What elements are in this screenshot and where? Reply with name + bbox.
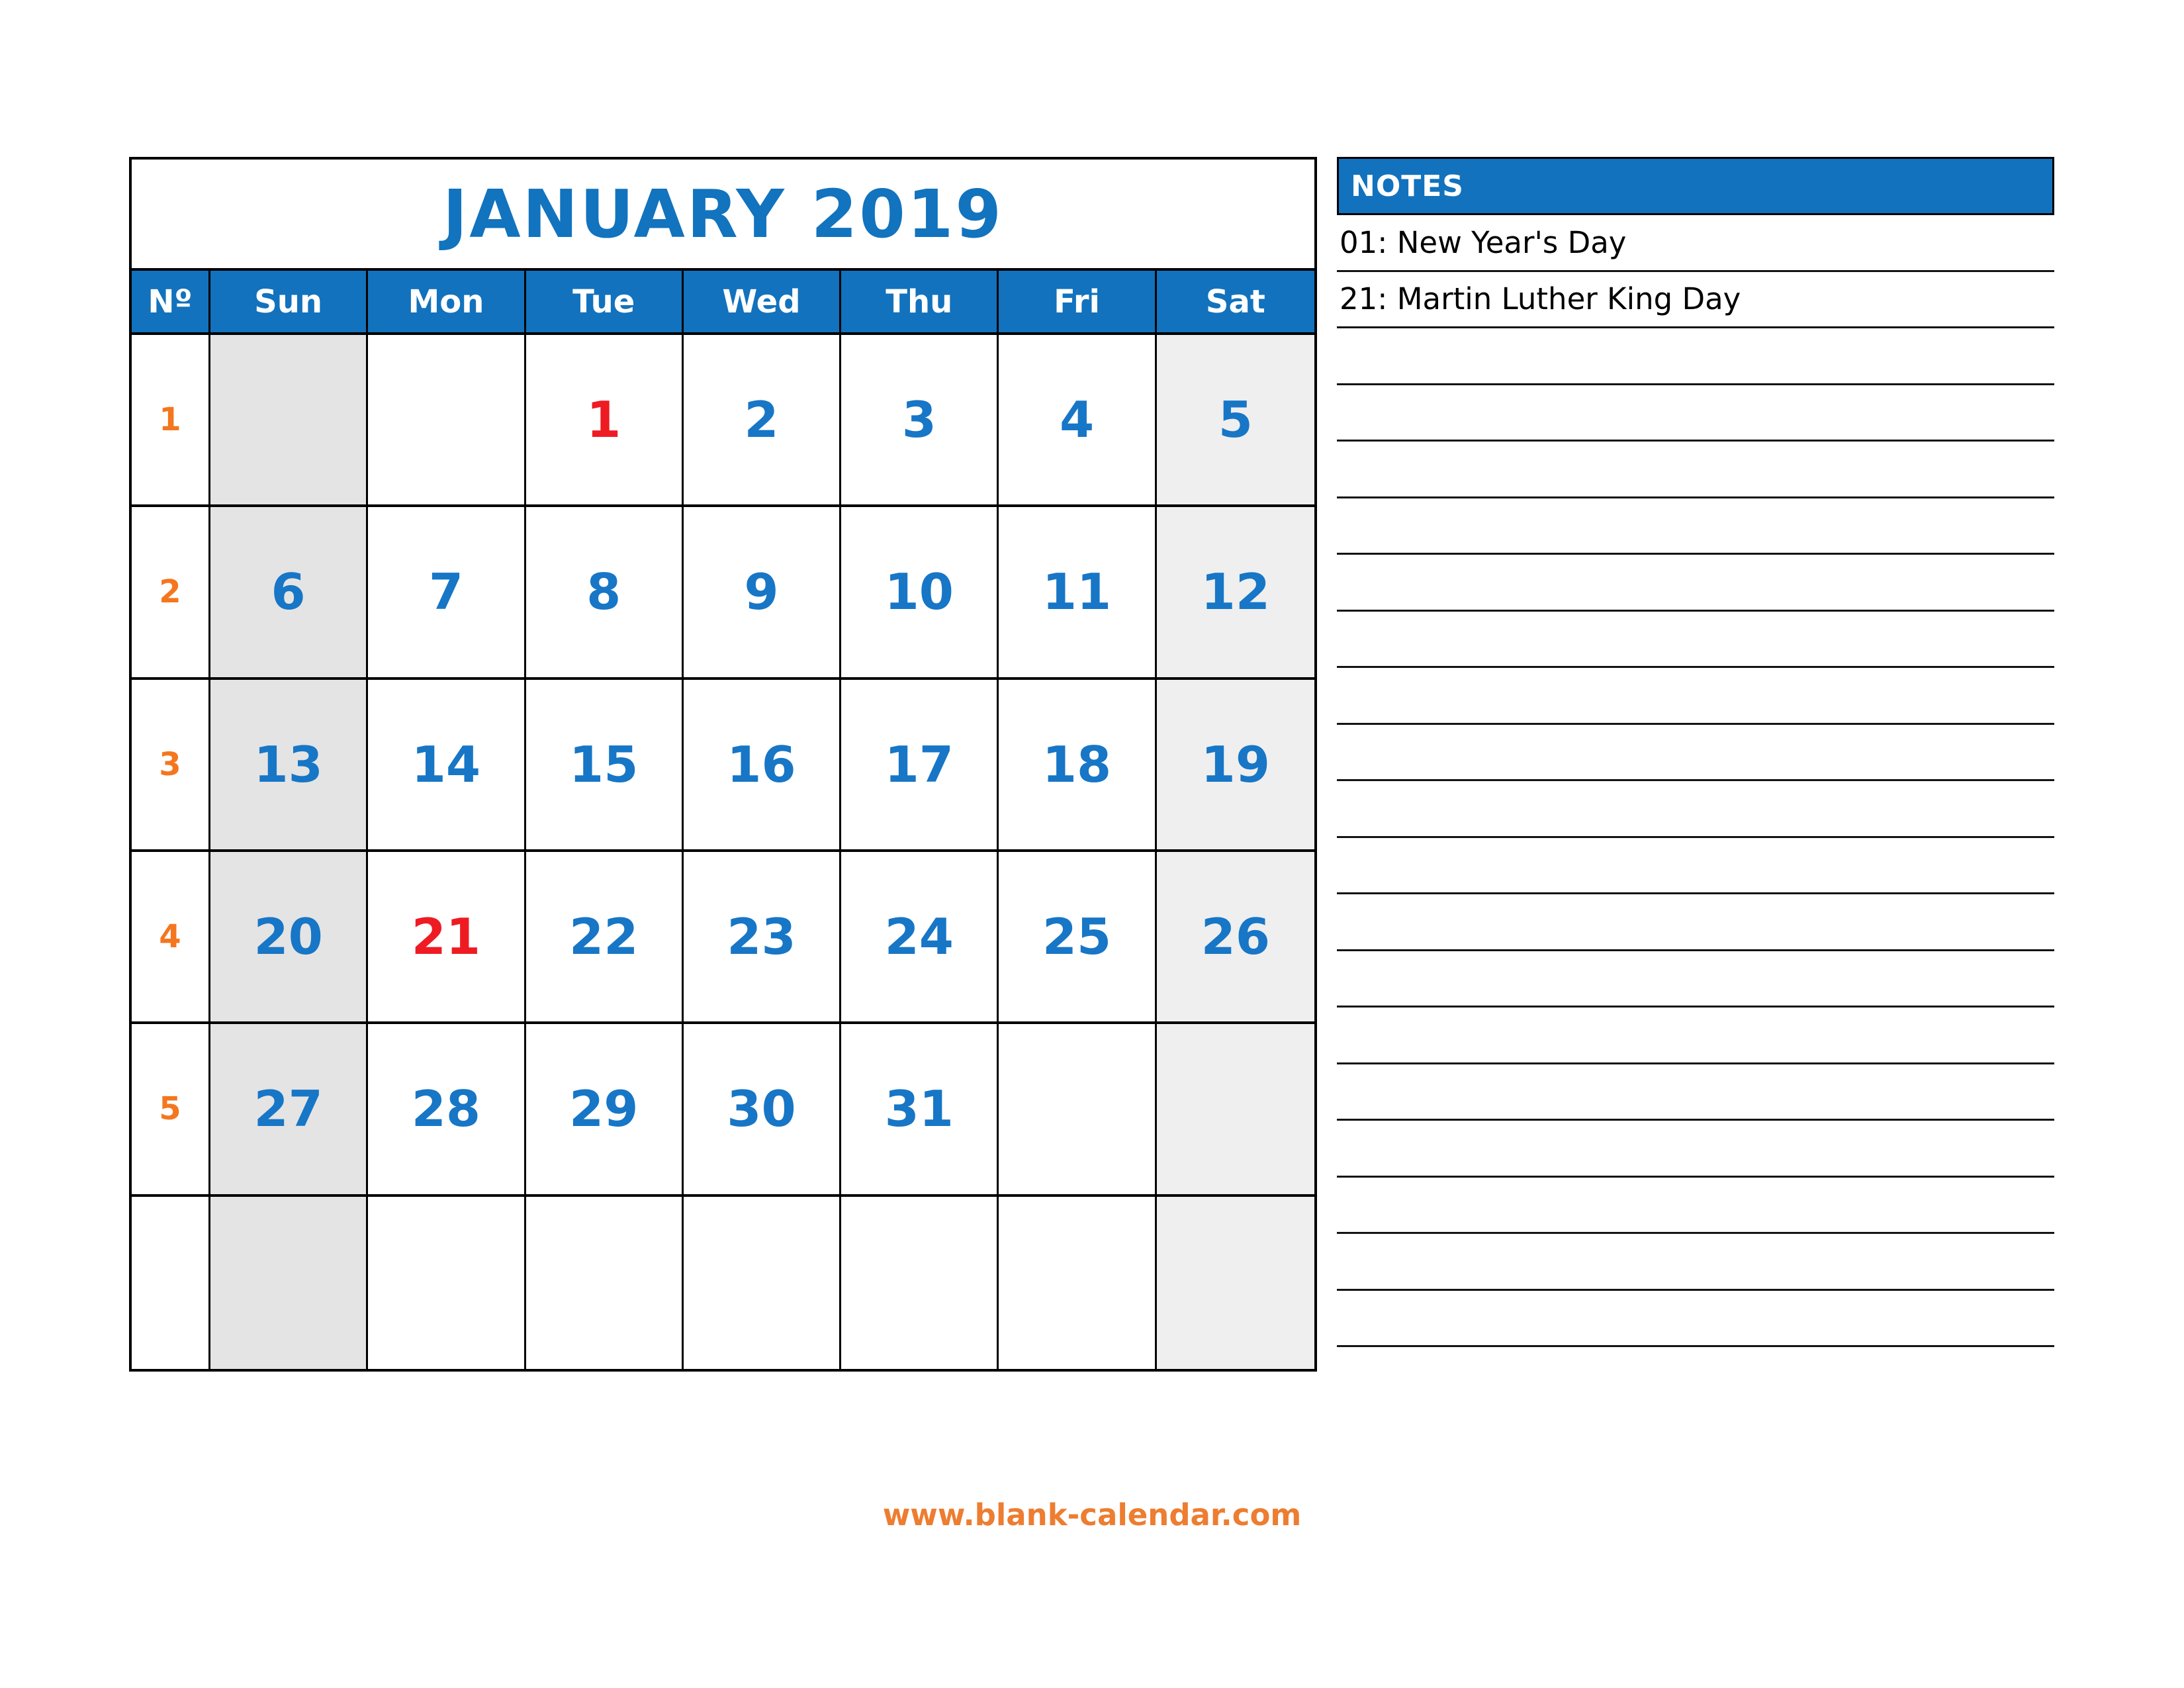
- day-cell-4: 4: [999, 335, 1156, 507]
- day-cell-21: 21: [368, 852, 525, 1024]
- day-cell-empty: [1157, 1024, 1314, 1196]
- note-blank-line: [1337, 1291, 2054, 1348]
- note-blank-line: [1337, 1008, 2054, 1064]
- note-blank-line: [1337, 1234, 2054, 1291]
- note-entry: 01: New Year's Day: [1337, 215, 2054, 272]
- day-cell-20: 20: [210, 852, 368, 1024]
- day-cell-29: 29: [526, 1024, 684, 1196]
- calendar-title: JANUARY 2019: [443, 175, 1003, 253]
- day-cell-empty: [999, 1024, 1156, 1196]
- notes-lines: [1337, 215, 2054, 1347]
- week-number-column-header: Nº: [132, 271, 210, 335]
- day-cell-12: 12: [1157, 507, 1314, 679]
- week-number-4: 4: [132, 852, 210, 1024]
- day-cell-14: 14: [368, 680, 525, 852]
- note-blank-line: [1337, 1121, 2054, 1178]
- note-blank-line: [1337, 1064, 2054, 1121]
- day-cell-empty: [210, 1197, 368, 1369]
- note-entry: 21: Martin Luther King Day: [1337, 272, 2054, 329]
- note-blank-line: [1337, 385, 2054, 442]
- note-blank-line: [1337, 555, 2054, 612]
- day-cell-1: 1: [526, 335, 684, 507]
- day-cell-19: 19: [1157, 680, 1314, 852]
- day-cell-30: 30: [684, 1024, 841, 1196]
- day-cell-empty: [841, 1197, 999, 1369]
- day-cell-26: 26: [1157, 852, 1314, 1024]
- day-cell-7: 7: [368, 507, 525, 679]
- day-cell-25: 25: [999, 852, 1156, 1024]
- weekday-header-thu: Thu: [841, 271, 999, 335]
- notes-header-label: NOTES: [1351, 169, 1464, 203]
- day-cell-31: 31: [841, 1024, 999, 1196]
- footer-url: www.blank-calendar.com: [882, 1497, 1302, 1532]
- week-number-empty: [132, 1197, 210, 1369]
- note-blank-line: [1337, 725, 2054, 782]
- calendar-table: [129, 157, 1317, 1372]
- day-cell-10: 10: [841, 507, 999, 679]
- note-blank-line: [1337, 328, 2054, 385]
- day-cell-3: 3: [841, 335, 999, 507]
- weekday-header-wed: Wed: [684, 271, 841, 335]
- day-cell-27: 27: [210, 1024, 368, 1196]
- note-blank-line: [1337, 951, 2054, 1008]
- note-blank-line: [1337, 781, 2054, 838]
- weekday-header-mon: Mon: [368, 271, 525, 335]
- note-blank-line: [1337, 894, 2054, 951]
- note-blank-line: [1337, 498, 2054, 555]
- weekday-header-fri: Fri: [999, 271, 1156, 335]
- notes-header: [1337, 157, 2054, 215]
- note-blank-line: [1337, 1178, 2054, 1235]
- weekday-header-tue: Tue: [526, 271, 684, 335]
- day-cell-13: 13: [210, 680, 368, 852]
- day-cell-16: 16: [684, 680, 841, 852]
- day-cell-empty: [526, 1197, 684, 1369]
- day-cell-empty: [368, 335, 525, 507]
- week-number-3: 3: [132, 680, 210, 852]
- day-cell-15: 15: [526, 680, 684, 852]
- day-cell-empty: [210, 335, 368, 507]
- day-cell-empty: [368, 1197, 525, 1369]
- day-cell-9: 9: [684, 507, 841, 679]
- day-cell-6: 6: [210, 507, 368, 679]
- day-cell-empty: [684, 1197, 841, 1369]
- day-cell-empty: [999, 1197, 1156, 1369]
- day-cell-2: 2: [684, 335, 841, 507]
- week-number-5: 5: [132, 1024, 210, 1196]
- day-cell-11: 11: [999, 507, 1156, 679]
- day-cell-empty: [1157, 1197, 1314, 1369]
- day-cell-5: 5: [1157, 335, 1314, 507]
- calendar-grid: [132, 268, 1314, 1369]
- day-cell-28: 28: [368, 1024, 525, 1196]
- day-cell-24: 24: [841, 852, 999, 1024]
- day-cell-17: 17: [841, 680, 999, 852]
- notes-panel: [1337, 157, 2054, 1347]
- week-number-2: 2: [132, 507, 210, 679]
- day-cell-18: 18: [999, 680, 1156, 852]
- note-blank-line: [1337, 442, 2054, 498]
- note-blank-line: [1337, 838, 2054, 895]
- weekday-header-sat: Sat: [1157, 271, 1314, 335]
- week-number-1: 1: [132, 335, 210, 507]
- day-cell-8: 8: [526, 507, 684, 679]
- day-cell-22: 22: [526, 852, 684, 1024]
- note-blank-line: [1337, 612, 2054, 669]
- day-cell-23: 23: [684, 852, 841, 1024]
- weekday-header-sun: Sun: [210, 271, 368, 335]
- note-blank-line: [1337, 668, 2054, 725]
